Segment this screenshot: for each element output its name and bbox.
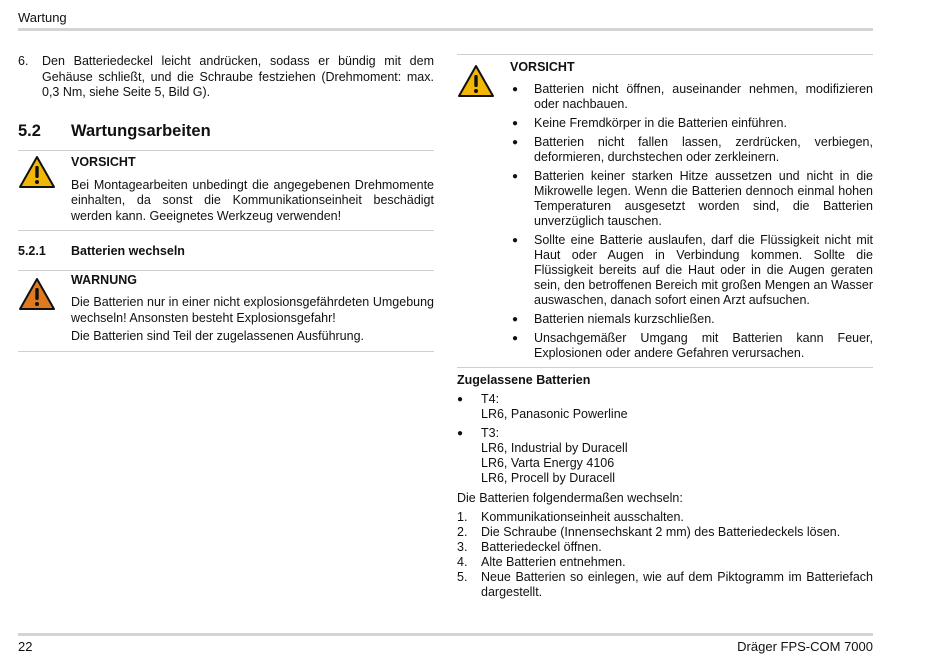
procedure-step: 4. Alte Batterien entnehmen. — [457, 555, 626, 569]
section-heading — [18, 122, 434, 141]
section-title: Wartungsarbeiten — [71, 121, 211, 140]
bullet-icon: ● — [457, 394, 464, 405]
list-item: ● Batterien niemals kurzschließen. — [512, 312, 715, 326]
step-6 — [18, 54, 434, 101]
list-item: ● Sollte eine Batterie auslaufen, darf die Flüssigkeit nicht mit Haut oder Augen in Verbindung kommen. Sollte die Flüssigkeit bereits auf die Haut oder in die Augen geraten sein, den betroffenen Bereich mit großen Mengen an Wasser auswaschen, danach sofort einen Arzt aufsuchen. — [512, 233, 873, 307]
divider — [18, 351, 434, 352]
caution-title: VORSICHT — [510, 60, 575, 74]
page-number: 22 — [18, 639, 33, 654]
left-column — [18, 54, 434, 352]
subsection-title: Batterien wechseln — [71, 244, 185, 258]
approved-batteries-list — [457, 392, 873, 486]
bullet-icon: ● — [512, 118, 519, 129]
running-header: Wartung — [18, 10, 67, 25]
list-item: ● Batterien nicht öffnen, auseinander nehmen, modifizieren oder nachbauen. — [512, 82, 873, 111]
warning-triangle-icon — [18, 277, 56, 311]
caution-box-batteries — [457, 60, 873, 361]
bullet-icon: ● — [512, 333, 519, 344]
section-number: 5.2 — [18, 121, 41, 140]
list-item: ● Keine Fremdkörper in die Batterien einführen. — [512, 116, 787, 130]
divider — [457, 54, 873, 55]
caution-list — [510, 82, 873, 361]
list-item: ● Batterien nicht fallen lassen, zerdrücken, verbiegen, deformieren, durchstechen oder zerkleinern. — [512, 135, 873, 164]
caution-title: VORSICHT — [71, 154, 136, 169]
footer-rule — [18, 633, 873, 636]
step-number: 6. — [18, 54, 29, 68]
list-item: ● T3: LR6, Industrial by Duracell LR6, Varta Energy 4106 LR6, Procell by Duracell — [457, 426, 628, 485]
divider — [18, 270, 434, 271]
right-column — [457, 54, 873, 600]
subsection-number: 5.2.1 — [18, 244, 46, 258]
procedure-steps — [457, 510, 873, 600]
bullet-icon: ● — [512, 84, 519, 95]
divider — [18, 150, 434, 151]
warning-text-2: Die Batterien sind Teil der zugelassenen Ausführung. — [71, 329, 365, 343]
bullet-icon: ● — [457, 428, 464, 439]
procedure-step: 5. Neue Batterien so einlegen, wie auf dem Piktogramm im Batteriefach dargestellt. — [457, 570, 873, 599]
warning-box — [18, 273, 434, 345]
bullet-icon: ● — [512, 171, 519, 182]
list-item: ● Batterien keiner starken Hitze aussetzen und nicht in die Mikrowelle legen. Wenn die Batterien dennoch einmal hohen Temperaturen ausgesetzt worden sind, die Batterien unverzüglich tauschen. — [512, 169, 873, 228]
subsection-heading — [18, 244, 434, 258]
divider — [457, 367, 873, 368]
list-item: ● Unsachgemäßer Umgang mit Batterien kann Feuer, Explosionen oder andere Gefahren verursachen. — [512, 331, 873, 360]
step-text: Den Batteriedeckel leicht andrücken, sodass er bündig mit dem Gehäuse schließt, und die Schraube festziehen (Drehmoment: max. 0,3 Nm, siehe Seite 5, Bild G). — [42, 54, 434, 99]
divider — [18, 230, 434, 231]
procedure-step: 1. Kommunikationseinheit ausschalten. — [457, 510, 684, 524]
list-item: ● T4: LR6, Panasonic Powerline — [457, 392, 628, 421]
bullet-icon: ● — [512, 314, 519, 325]
procedure-step: 2. Die Schraube (Innensechskant 2 mm) des Batteriedeckels lösen. — [457, 525, 841, 539]
bullet-icon: ● — [512, 235, 519, 246]
procedure-step: 3. Batteriedeckel öffnen. — [457, 540, 602, 554]
warning-text: Die Batterien nur in einer nicht explosionsgefährdeten Umgebung wechseln! Ansonsten besteht Explosionsgefahr! — [71, 295, 434, 325]
product-name: Dräger FPS-COM 7000 — [737, 639, 873, 654]
bullet-icon: ● — [512, 137, 519, 148]
warning-title: WARNUNG — [71, 273, 137, 287]
approved-batteries-heading: Zugelassene Batterien — [457, 373, 591, 387]
caution-box — [18, 155, 434, 225]
caution-text: Bei Montagearbeiten unbedingt die angegebenen Drehmomente einhalten, da sonst die Kommunikationseinheit beschädigt werden kann. Geeignetes Werkzeug verwenden! — [71, 177, 434, 223]
header-rule — [18, 28, 873, 31]
procedure-intro: Die Batterien folgendermaßen wechseln: — [457, 491, 683, 505]
caution-triangle-icon — [18, 155, 56, 189]
